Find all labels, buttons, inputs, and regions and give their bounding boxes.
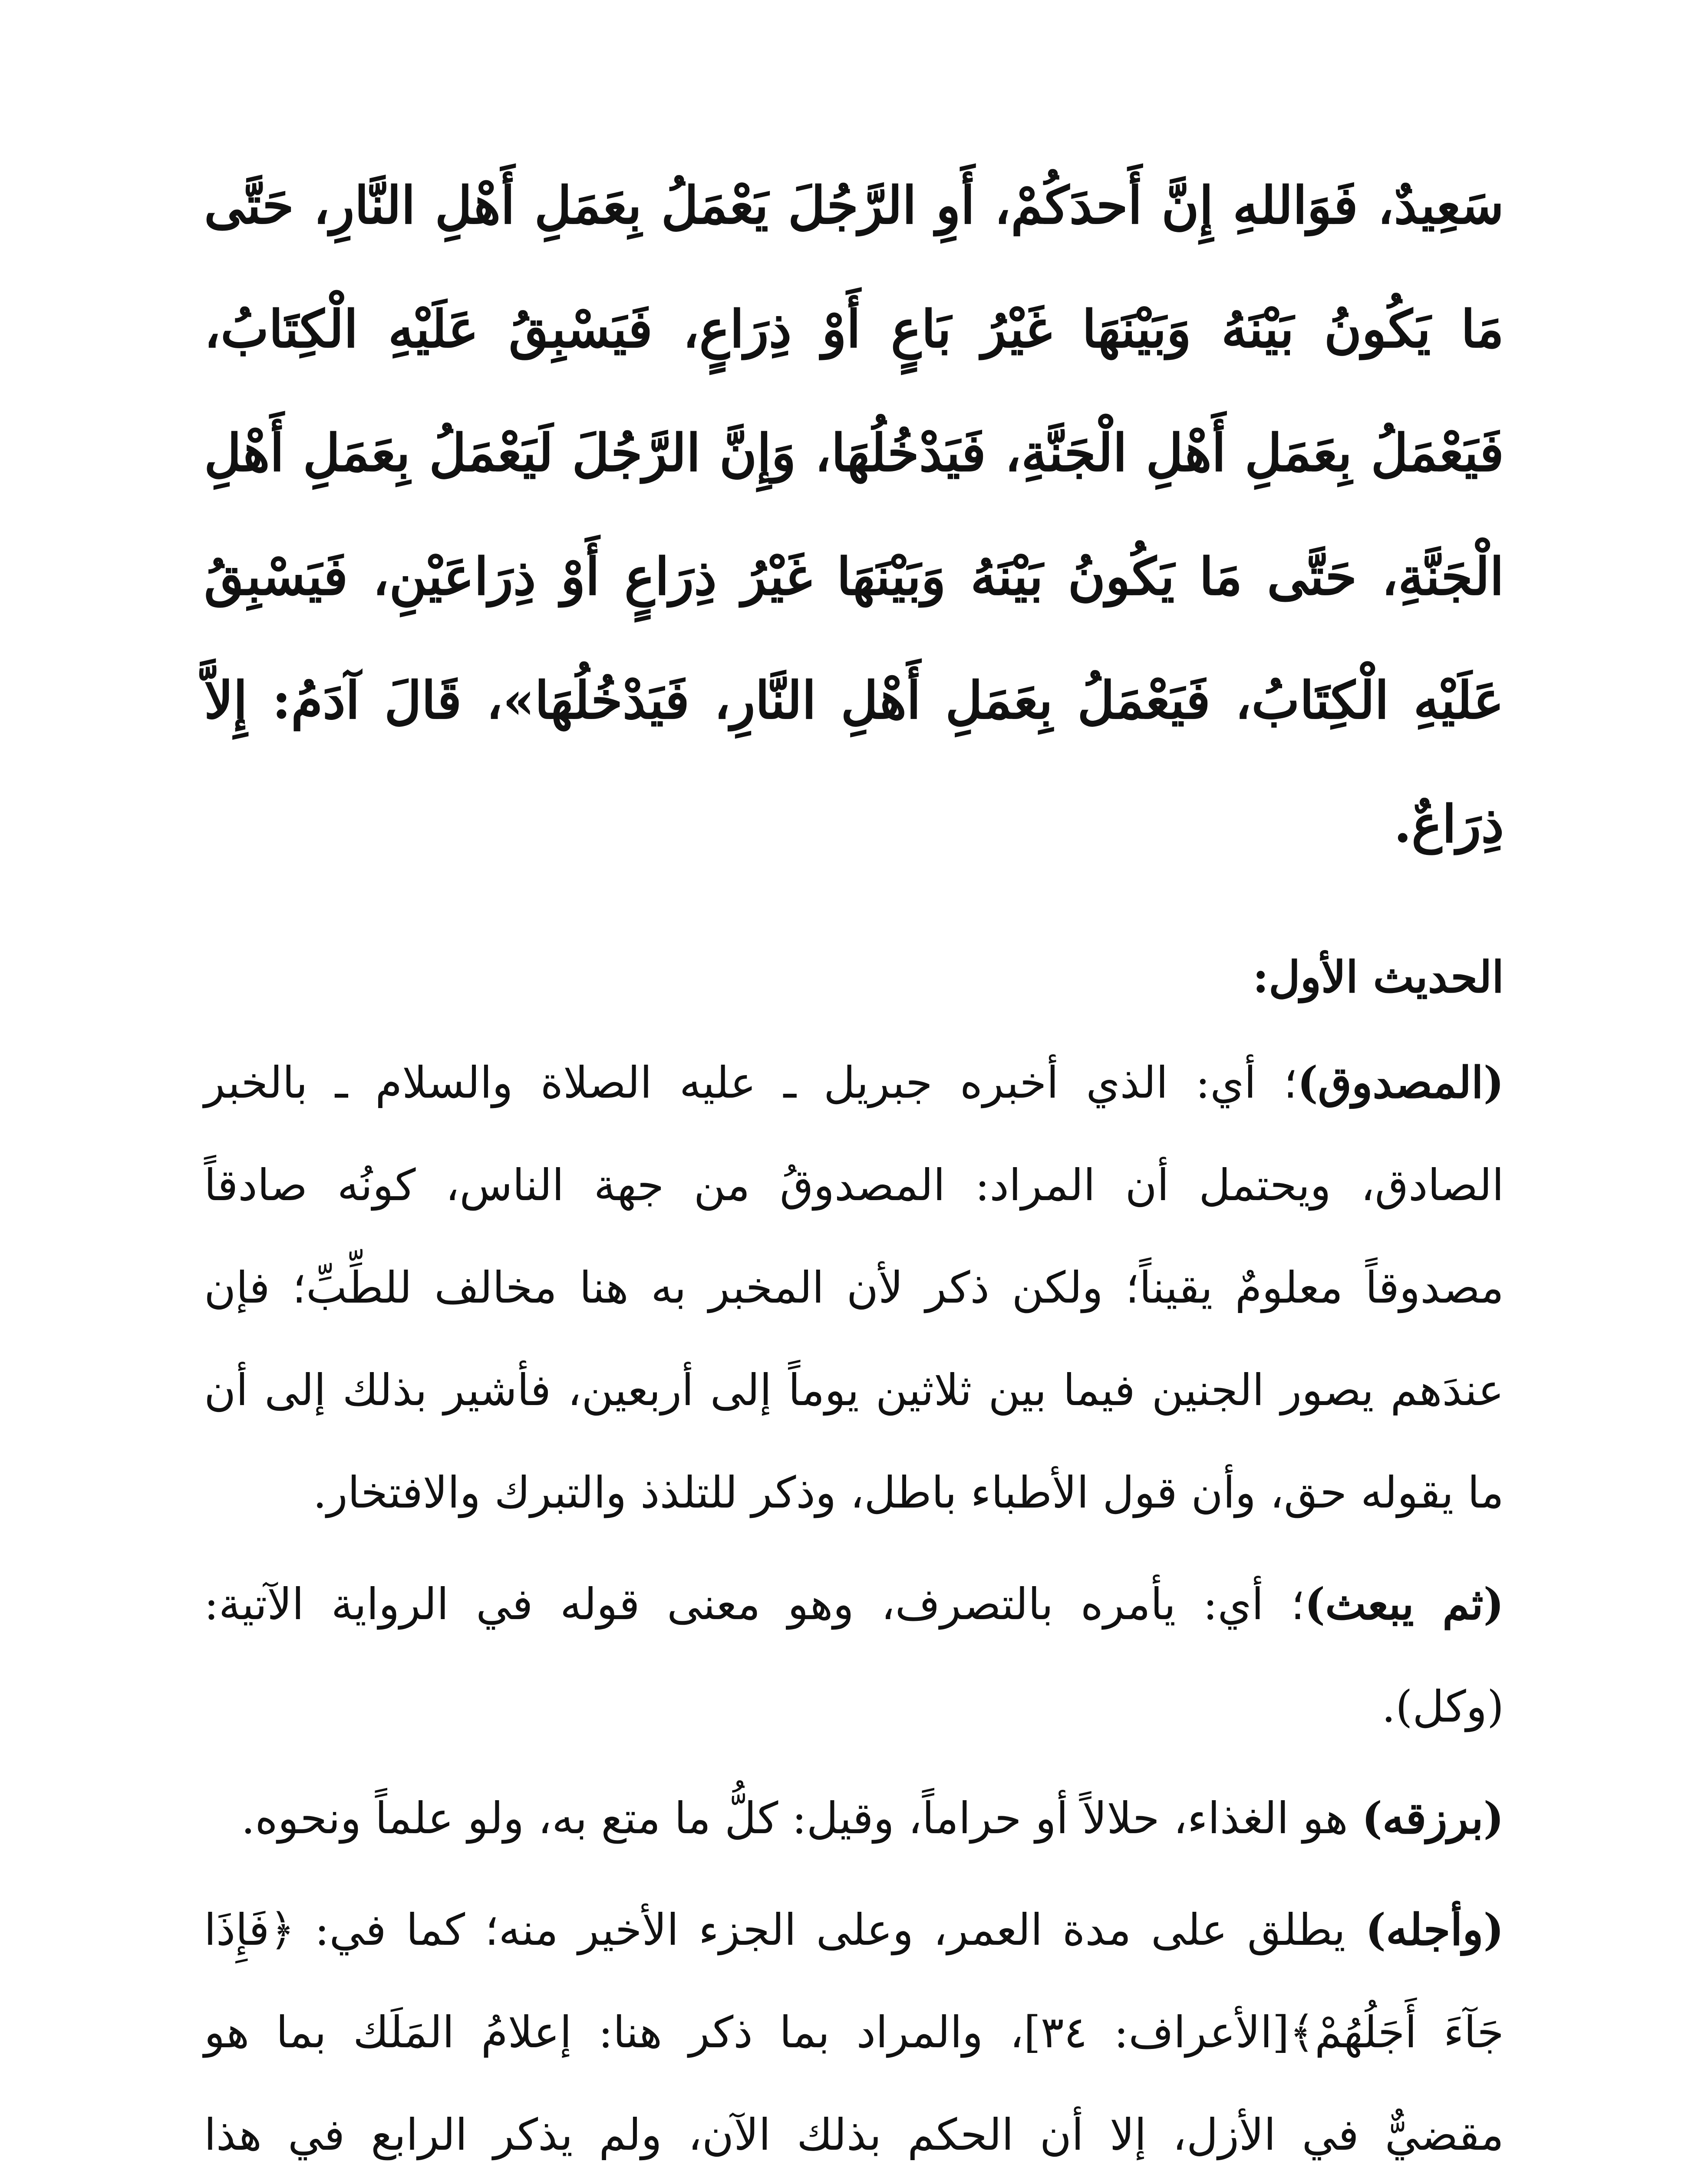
commentary-paragraph — [204, 1553, 1504, 1758]
commentary-term: (برزقه) — [1362, 1792, 1504, 1844]
commentary-term: (ثم يبعث) — [1304, 1578, 1504, 1630]
page-text-area — [204, 143, 1504, 2171]
commentary-text: ؛ أي: الذي أخبره جبريل ـ عليه الصلاة والسلام ـ بالخبر الصادق، ويحتمل أن المراد: المصدوقُ من جهة الناس، كونُه صادقاً مصدوقاً معلومٌ يقيناً؛ ولكن ذكر لأن المخبر به هنا مخالف للطِّبِّ؛ فإن عندَهم يصور الجنين فيما بين ثلاثين يوماً إلى أربعين، فأشير بذلك إلى أن ما يقوله حق، وأن قول الأطباء باطل، وذكر للتلذذ والتبرك والافتخار. — [204, 1057, 1504, 1518]
commentary-paragraph — [204, 1031, 1504, 1544]
section-heading: الحديث الأول: — [1253, 951, 1504, 1003]
commentary-paragraph — [204, 1767, 1504, 1870]
commentary-text: يطلق على مدة العمر، وعلى الجزء الأخير منه؛ كما في: ﴿فَإِذَا جَآءَ أَجَلُهُمْ﴾[الأعراف: ٣٤]، والمراد بما ذكر هنا: إعلامُ المَلَك بما هو مقضيٌّ في الأزل، إلا أن الحكم بذلك الآن، ولم يذكر الرابع في هذا — [204, 1904, 1504, 2160]
commentary-term: (المصدوق) — [1297, 1057, 1504, 1108]
commentary-text: هو الغذاء، حلالاً أو حراماً، وقيل: كلُّ ما متع به، ولو علماً ونحوه. — [241, 1793, 1362, 1844]
commentary-text: ؛ أي: يأمره بالتصرف، وهو معنى قوله في الرواية الآتية: (وكل). — [204, 1579, 1504, 1732]
commentary-paragraph — [204, 1878, 1504, 2171]
commentary-term: (وأجله) — [1365, 1904, 1504, 1955]
hadith-text: سَعِيدٌ، فَوَاللهِ إِنَّ أَحدَكُمْ، أَوِ الرَّجُلَ يَعْمَلُ بِعَمَلِ أَهْلِ النَّارِ، حَتَّى مَا يَكُونُ بَيْنَهُ وَبَيْنَهَا غَيْرُ بَاعٍ أَوْ ذِرَاعٍ، فَيَسْبِقُ عَلَيْهِ الْكِتَابُ، فَيَعْمَلُ بِعَمَلِ أَهْلِ الْجَنَّةِ، فَيَدْخُلُهَا، وَإِنَّ الرَّجُلَ لَيَعْمَلُ بِعَمَلِ أَهْلِ الْجَنَّةِ، حَتَّى مَا يَكُونُ بَيْنَهُ وَبَيْنَهَا غَيْرُ ذِرَاعٍ أَوْ ذِرَاعَيْنِ، فَيَسْبِقُ عَلَيْهِ الْكِتَابُ، فَيَعْمَلُ بِعَمَلِ أَهْلِ النَّارِ، فَيَدْخُلُهَا»، قَالَ آدَمُ: إِلاَّ ذِرَاعٌ. — [204, 175, 1504, 854]
